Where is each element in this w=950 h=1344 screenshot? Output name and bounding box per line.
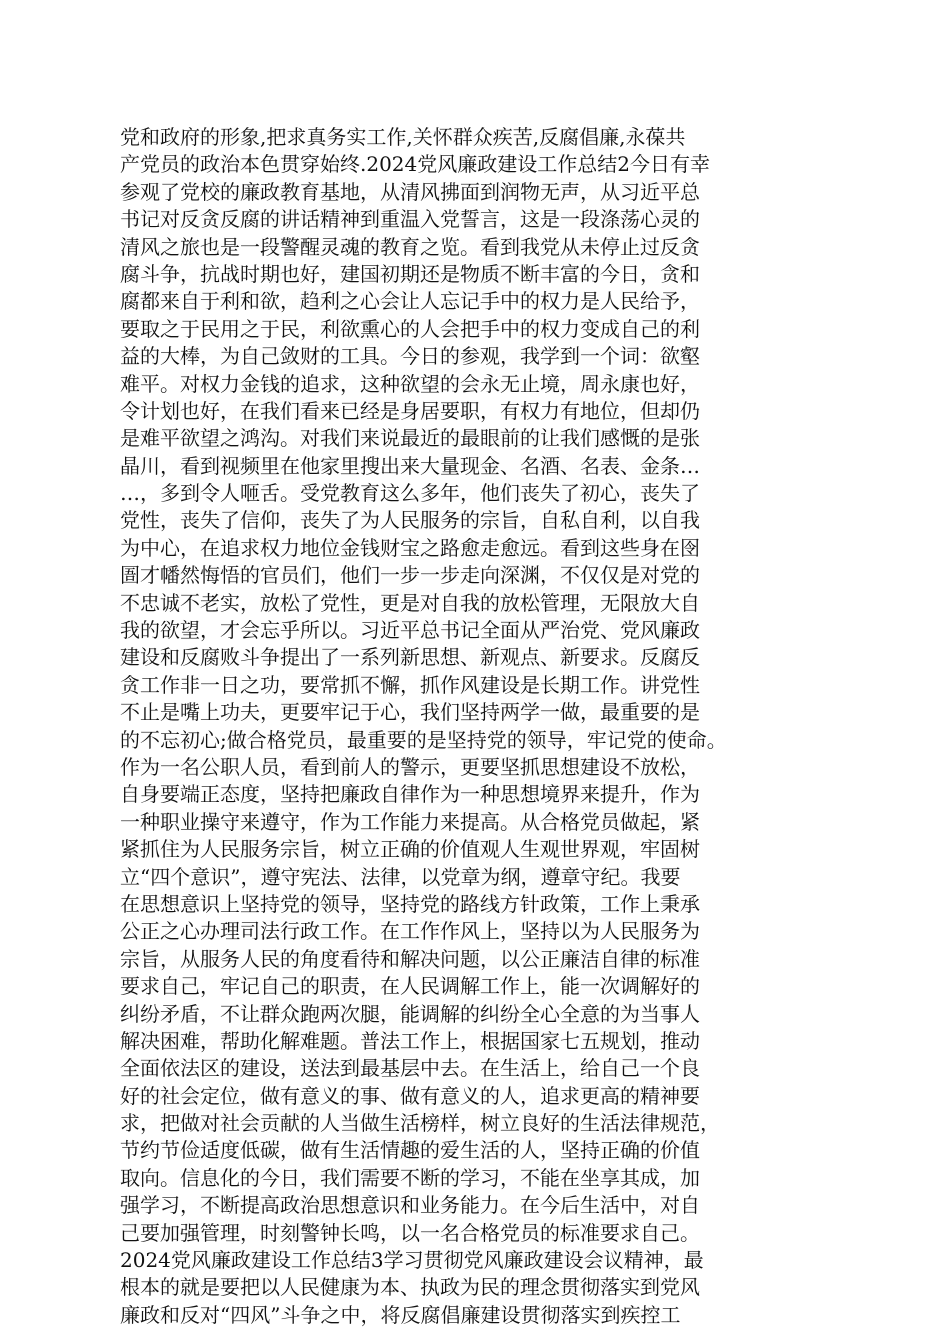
text-line: 圄才幡然悔悟的官员们，他们一步一步走向深渊，不仅仅是对党的 (120, 563, 700, 588)
text-line: 作为一名公职人员，看到前人的警示，更要坚抓思想建设不放松， (120, 754, 700, 779)
text-line: 取向。信息化的今日，我们需要不断的学习，不能在坐享其成，加 (120, 1165, 700, 1190)
text-line: 难平。对权力金钱的追求，这种欲望的会永无止境，周永康也好， (120, 371, 700, 396)
text-line: 清风之旅也是一段警醒灵魂的教育之览。看到我党从未停止过反贪 (120, 234, 700, 259)
text-line: 在思想意识上坚持党的领导，坚持党的路线方针政策，工作上秉承 (120, 891, 700, 916)
text-line: 令计划也好，在我们看来已经是身居要职，有权力有地位，但却仍 (120, 398, 700, 423)
text-line: 产党员的政治本色贯穿始终.2024党风廉政建设工作总结2今日有幸 (120, 152, 710, 177)
text-line: 好的社会定位，做有意义的事、做有意义的人，追求更高的精神要 (120, 1083, 700, 1108)
text-line: …，多到令人咂舌。受党教育这么多年，他们丧失了初心，丧失了 (120, 481, 700, 506)
text-line: 要求自己，牢记自己的职责，在人民调解工作上，能一次调解好的 (120, 974, 700, 999)
text-line: 益的大棒，为自己敛财的工具。今日的参观，我学到一个词：欲壑 (120, 344, 700, 369)
text-line: 己要加强管理，时刻警钟长鸣，以一名合格党员的标准要求自己。 (120, 1220, 700, 1245)
text-line: 晶川，看到视频里在他家里搜出来大量现金、名酒、名表、金条… (120, 453, 700, 478)
text-line: 党和政府的形象,把求真务实工作,关怀群众疾苦,反腐倡廉,永葆共 (120, 125, 686, 149)
text-line: 一种职业操守来遵守，作为工作能力来提高。从合格党员做起，紧 (120, 809, 700, 834)
text-line: 我的欲望，才会忘乎所以。习近平总书记全面从严治党、党风廉政 (120, 618, 700, 643)
text-line: 不忠诚不老实，放松了党性，更是对自我的放松管理，无限放大自 (120, 590, 700, 615)
text-line: 宗旨，从服务人民的角度看待和解决问题，以公正廉洁自律的标准 (120, 946, 700, 971)
text-line: 全面依法区的建设，送法到最基层中去。在生活上，给自己一个良 (120, 1056, 700, 1081)
text-line: 腐斗争，抗战时期也好，建国初期还是物质不断丰富的今日，贪和 (120, 261, 700, 286)
text-line: 为中心，在追求权力地位金钱财宝之路愈走愈远。看到这些身在囹 (120, 535, 700, 560)
text-line: 是难平欲望之鸿沟。对我们来说最近的最眼前的让我们感慨的是张 (120, 426, 700, 451)
text-line: 2024党风廉政建设工作总结3学习贯彻党风廉政建设会议精神，最 (120, 1248, 704, 1273)
text-line: 解决困难，帮助化解难题。普法工作上，根据国家七五规划，推动 (120, 1028, 700, 1053)
text-line: 公正之心办理司法行政工作。在工作作风上，坚持以为人民服务为 (120, 919, 700, 944)
text-line: 参观了党校的廉政教育基地，从清风拂面到润物无声，从习近平总 (120, 179, 700, 204)
text-line: 强学习，不断提高政治思想意识和业务能力。在今后生活中，对自 (120, 1193, 700, 1218)
text-line: 自身要端正态度，坚持把廉政自律作为一种思想境界来提升，作为 (120, 782, 700, 807)
text-line: 立“四个意识”，遵守宪法、法律，以党章为纲，遵章守纪。我要 (120, 864, 681, 889)
text-line: 书记对反贪反腐的讲话精神到重温入党誓言，这是一段涤荡心灵的 (120, 207, 700, 232)
text-line: 求，把做对社会贡献的人当做生活榜样，树立良好的生活法律规范， (120, 1111, 720, 1136)
text-line: 建设和反腐败斗争提出了一系列新思想、新观点、新要求。反腐反 (120, 645, 700, 670)
text-line: 贪工作非一日之功，要常抓不懈，抓作风建设是长期工作。讲党性 (120, 672, 700, 697)
text-line: 节约节俭适度低碳，做有生活情趣的爱生活的人，坚持正确的价值 (120, 1138, 700, 1163)
text-line: 不止是嘴上功夫，更要牢记于心，我们坚持两学一做，最重要的是 (120, 700, 700, 725)
text-line: 根本的就是要把以人民健康为本、执政为民的理念贯彻落实到党风 (120, 1275, 700, 1300)
body-text (120, 124, 832, 1329)
text-line: 紧抓住为人民服务宗旨，树立正确的价值观人生观世界观，牢固树 (120, 837, 700, 862)
text-line: 党性，丧失了信仰，丧失了为人民服务的宗旨，自私自利，以自我 (120, 508, 700, 533)
text-line: 纠纷矛盾，不让群众跑两次腿，能调解的纠纷全心全意的为当事人 (120, 1001, 700, 1026)
text-line: 廉政和反对“四风”斗争之中，将反腐倡廉建设贯彻落实到疾控工 (120, 1302, 681, 1327)
text-line: 要取之于民用之于民，利欲熏心的人会把手中的权力变成自己的利 (120, 316, 700, 341)
text-line: 腐都来自于利和欲，趋利之心会让人忘记手中的权力是人民给予， (120, 289, 700, 314)
text-line: 的不忘初心;做合格党员，最重要的是坚持党的领导，牢记党的使命。 (120, 727, 727, 752)
